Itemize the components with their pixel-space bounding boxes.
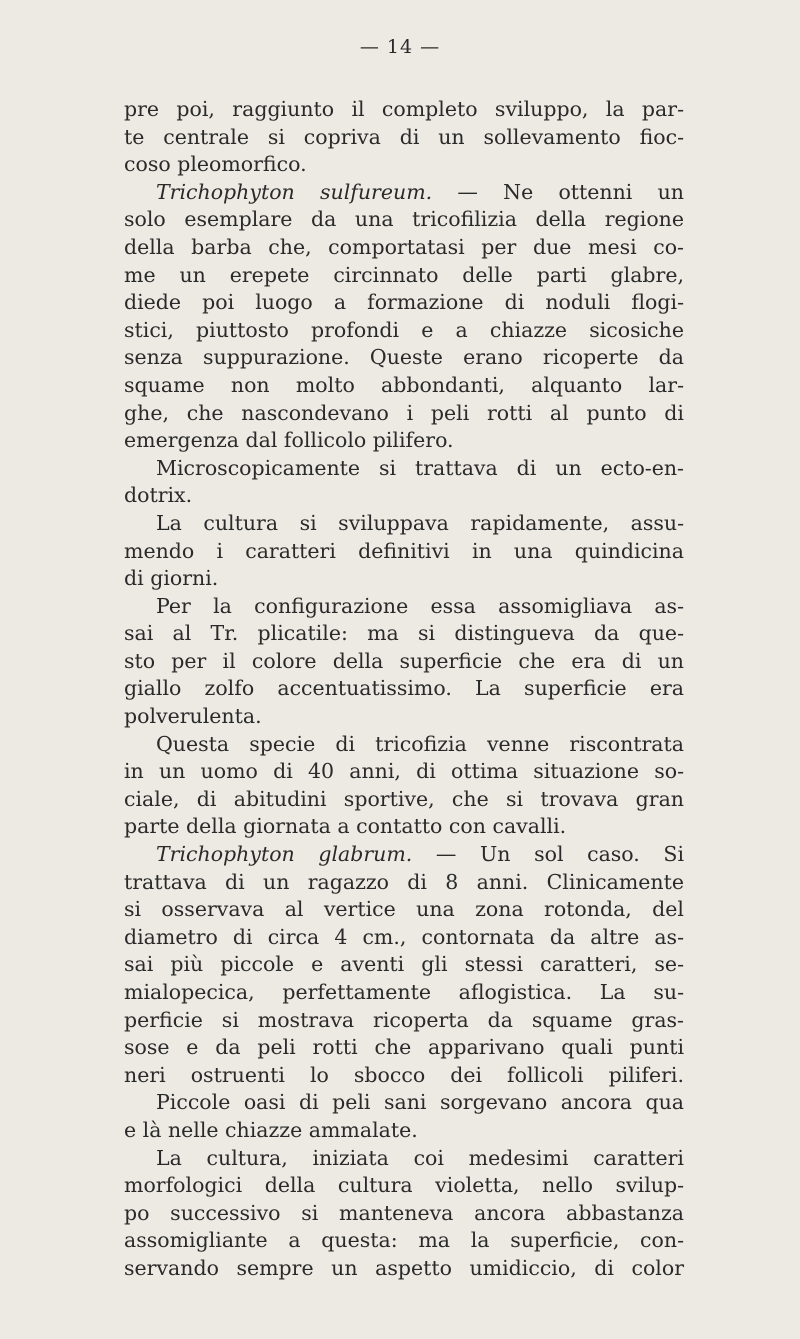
text-line: [124, 979, 684, 1007]
text-line-content: neri ostruenti lo sbocco dei follicoli piliferi.: [124, 1062, 684, 1087]
text-line: [124, 538, 684, 566]
text-line-content: pre poi, raggiunto il completo sviluppo, la par-: [124, 97, 684, 121]
text-line-content: in un uomo di 40 anni, di ottima situazione so-: [124, 759, 684, 784]
body-text: [124, 96, 684, 1283]
text-line-content: diede poi luogo a formazione di noduli flogi-: [124, 290, 684, 315]
text-line: [124, 1117, 684, 1145]
text-line: [124, 1089, 684, 1117]
text-line: [124, 758, 684, 786]
text-line-content: parte della giornata a contatto con cavalli.: [124, 814, 567, 839]
text-line: [124, 1007, 684, 1035]
text-line-content: giallo zolfo accentuatissimo. La superficie era: [124, 676, 684, 701]
text-line: [124, 317, 684, 345]
text-line: [124, 455, 684, 483]
species-name: Trichophyton sulfureum.: [156, 179, 433, 204]
text-line: [124, 924, 684, 952]
text-line-content: sto per il colore della superficie che era di un: [124, 648, 684, 673]
text-line-content: mendo i caratteri definitivi in una quindicina: [124, 538, 684, 563]
species-name: Trichophyton glabrum.: [156, 842, 413, 867]
text-line: [124, 869, 684, 897]
text-line-content: La cultura si sviluppava rapidamente, assu-: [156, 510, 684, 535]
text-line-content: senza suppurazione. Queste erano ricoperte da: [124, 345, 684, 370]
text-line-content: si osservava al vertice una zona rotonda, del: [124, 897, 684, 922]
text-line-content: polverulenta.: [124, 704, 262, 729]
text-line: [124, 1034, 684, 1062]
text-line-content: squame non molto abbondanti, alquanto lar-: [124, 372, 684, 397]
text-line: [124, 344, 684, 372]
text-line: [124, 620, 684, 648]
text-line-content: Questa specie di tricofizia venne riscontrata: [156, 731, 684, 756]
text-line: [124, 372, 684, 400]
text-line-content: mialopecica, perfettamente aflogistica. La su-: [124, 980, 684, 1004]
text-line: [124, 206, 684, 234]
text-line: [124, 96, 684, 124]
text-line: [124, 234, 684, 262]
text-line-content: morfologici della cultura violetta, nello svilup-: [124, 1173, 684, 1198]
text-line-content: sai al Tr. plicatile: ma si distingueva da que-: [124, 621, 684, 646]
text-line-content: trattava di un ragazzo di 8 anni. Clinicamente: [124, 869, 684, 894]
text-line: [124, 896, 684, 924]
text-line-content: sai più piccole e aventi gli stessi caratteri, se-: [124, 952, 684, 977]
text-line: [124, 427, 684, 455]
text-line-content: ciale, di abitudini sportive, che si trovava gran: [124, 786, 684, 811]
text-line: [124, 1145, 684, 1173]
text-line: [124, 1062, 684, 1090]
text-line: [124, 731, 684, 759]
text-line-content: La cultura, iniziata coi medesimi caratteri: [156, 1145, 684, 1170]
text-line: [124, 841, 684, 869]
text-line: [124, 510, 684, 538]
text-line: [124, 289, 684, 317]
text-line: [124, 593, 684, 621]
text-line: [124, 262, 684, 290]
text-line-content: perficie si mostrava ricoperta da squame gras-: [124, 1007, 684, 1032]
text-line-content: me un erepete circinnato delle parti glabre,: [124, 262, 684, 287]
text-line-content: solo esemplare da una tricofilizia della regione: [124, 207, 684, 232]
text-line-content: e là nelle chiazze ammalate.: [124, 1117, 418, 1142]
text-line-content: diametro di circa 4 cm., contornata da altre as-: [124, 924, 684, 949]
text-line: [124, 703, 684, 731]
text-line: [124, 1227, 684, 1255]
text-line-content: emergenza dal follicolo pilifero.: [124, 428, 454, 453]
text-line: [124, 813, 684, 841]
text-line-content: assomigliante a questa: ma la superficie, con-: [124, 1228, 684, 1253]
text-line: [124, 675, 684, 703]
text-line: [124, 151, 684, 179]
text-line: [124, 1172, 684, 1200]
text-line: [124, 1255, 684, 1283]
text-line-content: coso pleomorfico.: [124, 152, 307, 177]
text-line-content: della barba che, comportatasi per due mesi co-: [124, 234, 684, 259]
text-line-content: — Un sol caso. Si: [412, 842, 684, 867]
text-line-content: ghe, che nascondevano i peli rotti al punto di: [124, 400, 684, 425]
text-line-content: po successivo si manteneva ancora abbastanza: [124, 1200, 684, 1225]
text-line: [124, 786, 684, 814]
text-line: [124, 1200, 684, 1228]
text-line-content: Microscopicamente si trattava di un ecto-en-: [156, 455, 684, 480]
text-line: [124, 951, 684, 979]
page-number: — 14 —: [359, 36, 441, 58]
text-line-content: Piccole oasi di peli sani sorgevano ancora qua: [156, 1090, 684, 1115]
text-line: [124, 400, 684, 428]
text-line-content: servando sempre un aspetto umidiccio, di color: [124, 1255, 684, 1280]
text-line: [124, 648, 684, 676]
text-line-content: — Ne ottenni un: [432, 179, 685, 204]
text-line: [124, 565, 684, 593]
text-line-content: dotrix.: [124, 483, 193, 508]
text-line: [124, 124, 684, 152]
text-line-content: Per la configurazione essa assomigliava as-: [156, 593, 684, 618]
text-line-content: sose e da peli rotti che apparivano quali punti: [124, 1035, 684, 1060]
text-line-content: di giorni.: [124, 566, 219, 591]
text-line: [124, 482, 684, 510]
text-line-content: stici, piuttosto profondi e a chiazze sicosiche: [124, 317, 684, 342]
text-line-content: te centrale si copriva di un sollevamento fioc-: [124, 124, 684, 149]
text-line: [124, 179, 684, 207]
